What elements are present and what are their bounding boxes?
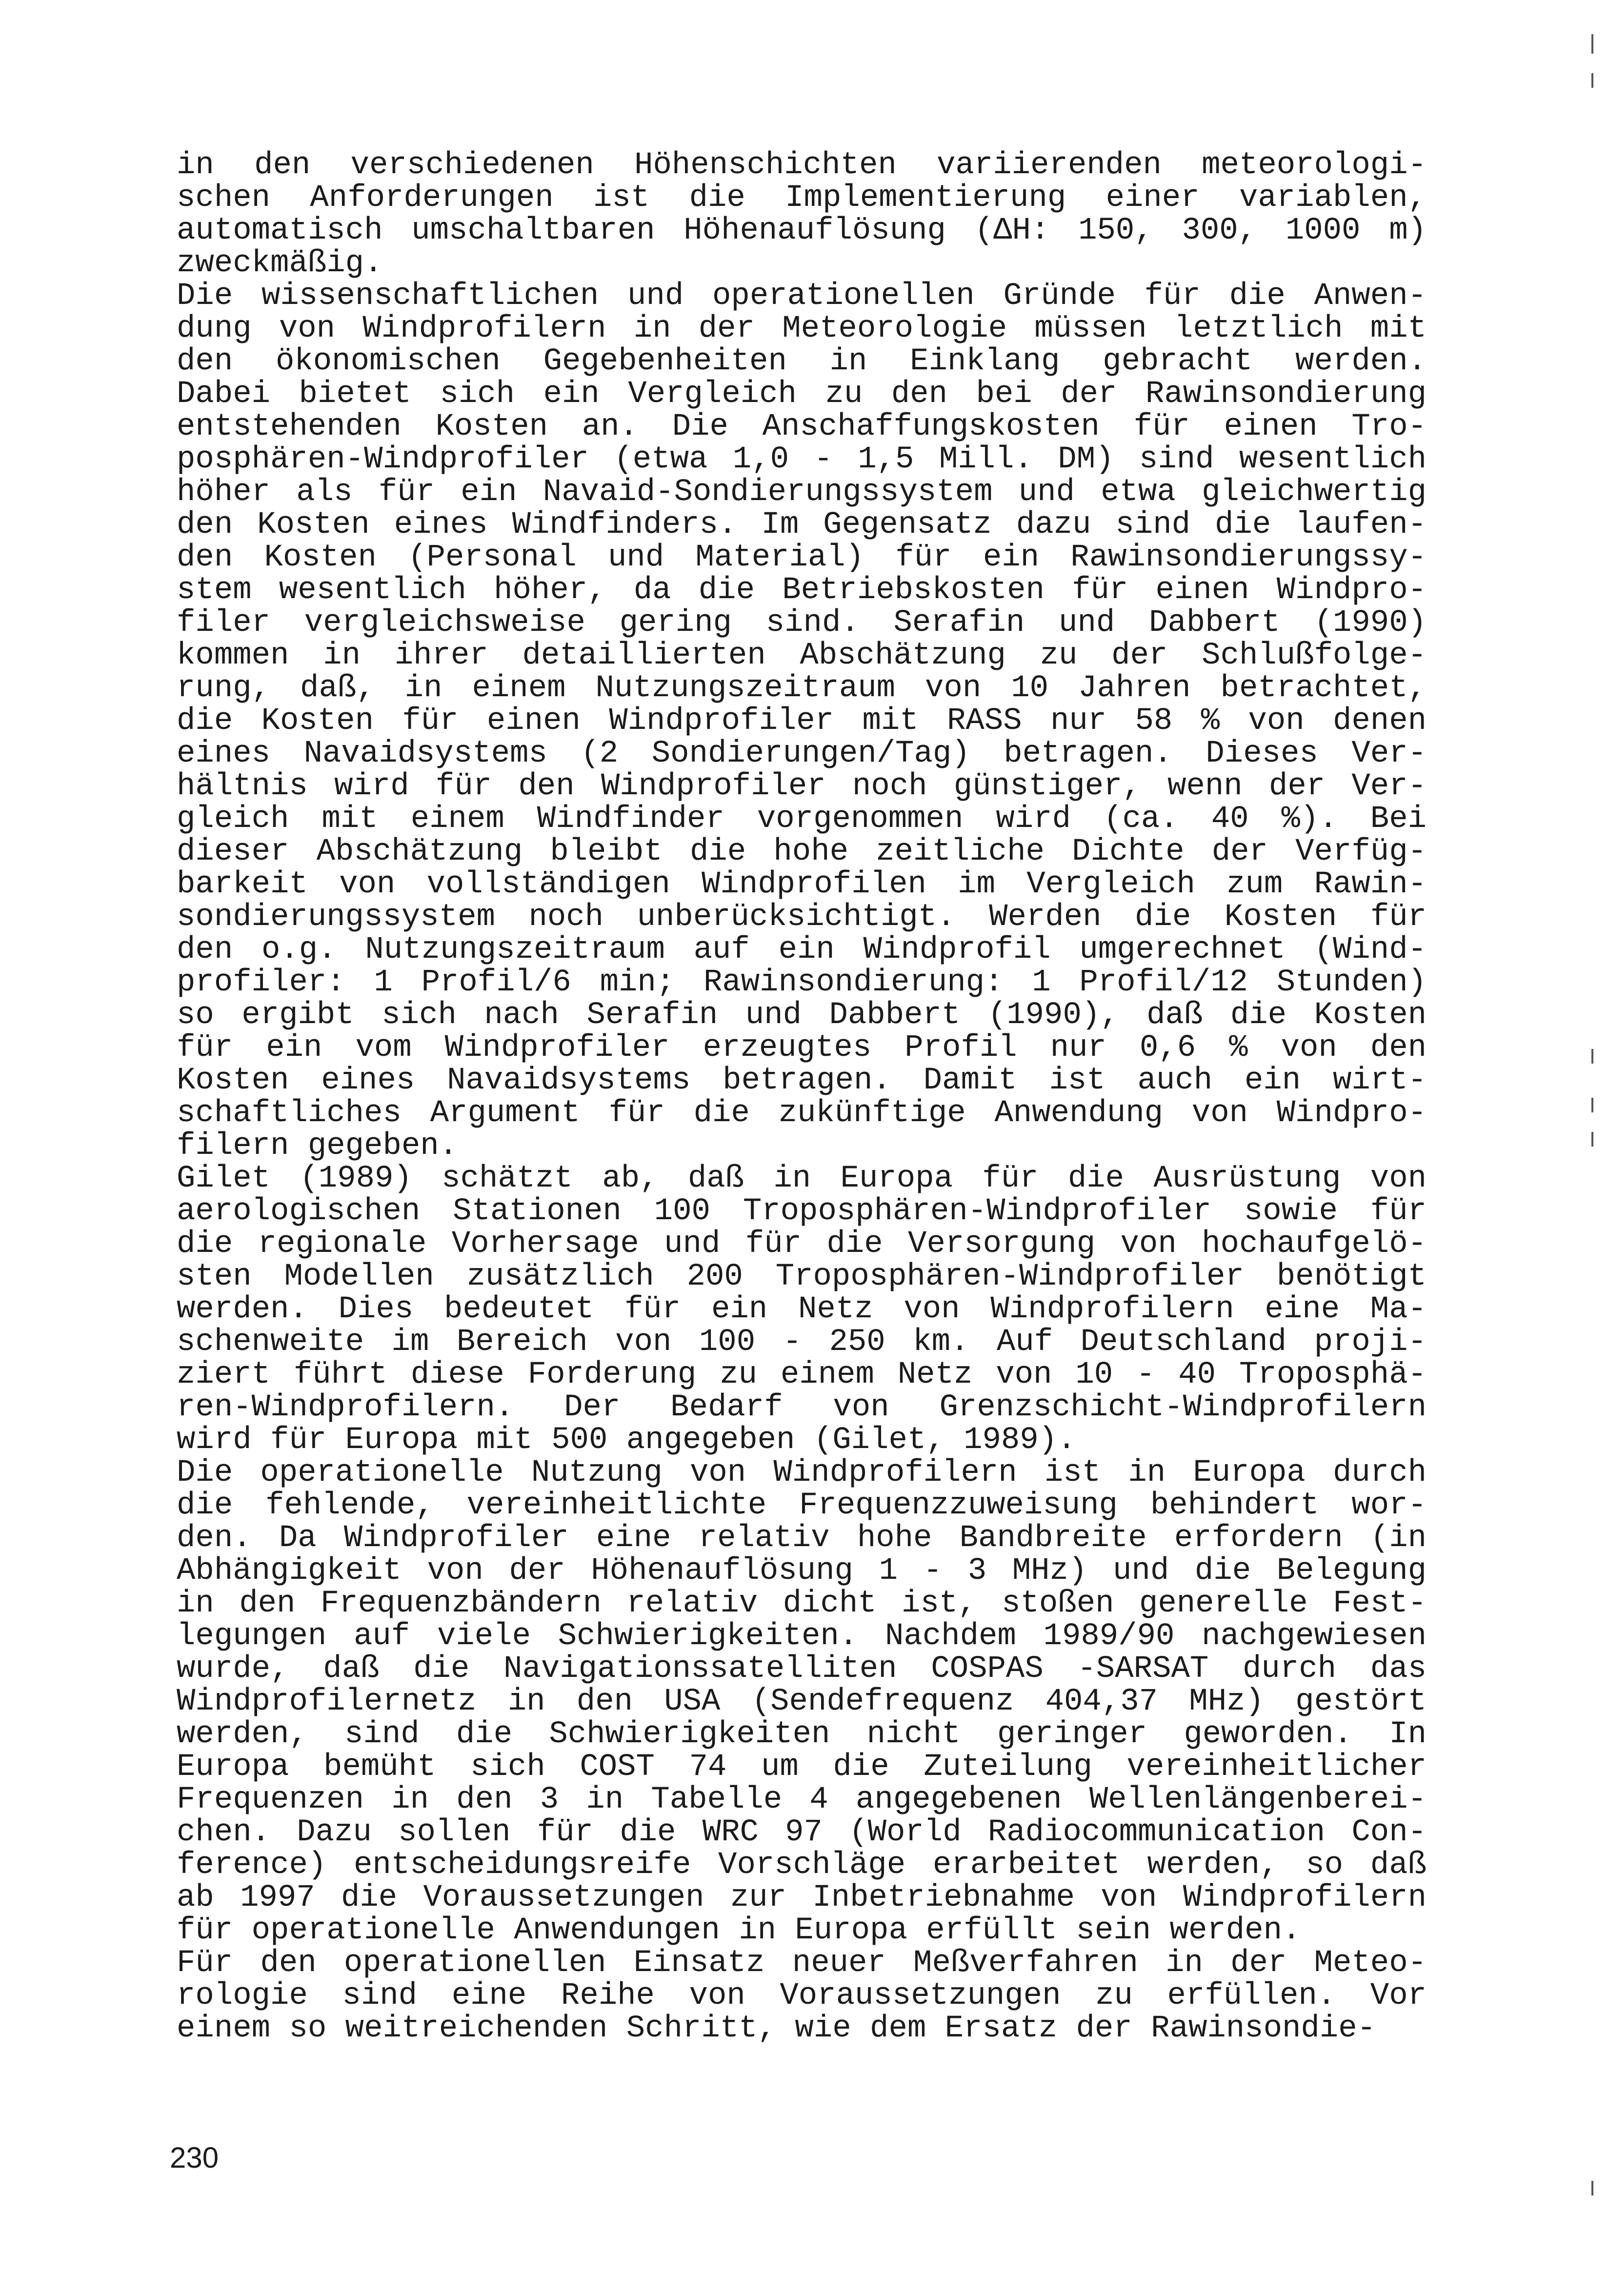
scan-edge-mark	[1591, 2181, 1593, 2195]
scan-edge-mark	[1591, 1098, 1593, 1112]
text-line: ab 1997 die Voraussetzungen zur Inbetriebnahme von Windprofilern	[177, 1880, 1427, 1915]
text-line: werden. Dies bedeutet für ein Netz von Windprofilern eine Ma-	[177, 1292, 1427, 1327]
text-line: sondierungssystem noch unberücksichtigt. Werden die Kosten für	[177, 900, 1427, 935]
scan-edge-mark	[1591, 1132, 1593, 1147]
text-line: Abhängigkeit von der Höhenauflösung 1 - 3 MHz) und die Belegung	[177, 1553, 1427, 1589]
text-line: eines Navaidsystems (2 Sondierungen/Tag) betragen. Dieses Ver-	[177, 736, 1427, 771]
text-line: für ein vom Windprofiler erzeugtes Profil nur 0,6 % von den	[177, 1030, 1427, 1066]
text-line: entstehenden Kosten an. Die Anschaffungskosten für einen Tro-	[177, 409, 1427, 444]
text-line: dieser Abschätzung bleibt die hohe zeitliche Dichte der Verfüg-	[177, 834, 1427, 869]
text-line: gleich mit einem Windfinder vorgenommen wird (ca. 40 %). Bei	[177, 802, 1427, 837]
scan-edge-mark	[1591, 34, 1593, 54]
text-line: wird für Europa mit 500 angegeben (Gilet, 1989).	[177, 1423, 1076, 1458]
text-line: filer vergleichsweise gering sind. Serafin und Dabbert (1990)	[177, 605, 1427, 641]
text-line: den o.g. Nutzungszeitraum auf ein Windprofil umgerechnet (Wind-	[177, 932, 1427, 967]
text-line: werden, sind die Schwierigkeiten nicht geringer geworden. In	[177, 1717, 1427, 1752]
text-line: chen. Dazu sollen für die WRC 97 (World Radiocommunication Con-	[177, 1815, 1427, 1850]
text-line: stem wesentlich höher, da die Betriebskosten für einen Windpro-	[177, 573, 1427, 608]
text-line: Für den operationellen Einsatz neuer Meßverfahren in der Meteo-	[177, 1946, 1427, 1981]
text-line: in den verschiedenen Höhenschichten variierenden meteorologi-	[177, 148, 1427, 183]
text-line: den ökonomischen Gegebenheiten in Einklang gebracht werden.	[177, 344, 1427, 379]
text-line: schenweite im Bereich von 100 - 250 km. Auf Deutschland proji-	[177, 1325, 1427, 1360]
text-line: Gilet (1989) schätzt ab, daß in Europa für die Ausrüstung von	[177, 1161, 1427, 1196]
text-line: ren-Windprofilern. Der Bedarf von Grenzschicht-Windprofilern	[177, 1390, 1427, 1425]
text-line: höher als für ein Navaid-Sondierungssystem und etwa gleichwertig	[177, 475, 1427, 510]
text-line: hältnis wird für den Windprofiler noch günstiger, wenn der Ver-	[177, 769, 1427, 804]
page-number: 230	[170, 2141, 219, 2174]
text-line: dung von Windprofilern in der Meteorologie müssen letztlich mit	[177, 311, 1427, 346]
text-line: schen Anforderungen ist die Implementierung einer variablen,	[177, 181, 1427, 216]
scan-edge-mark	[1591, 1049, 1593, 1064]
text-line: legungen auf viele Schwierigkeiten. Nachdem 1989/90 nachgewiesen	[177, 1619, 1427, 1654]
text-line: schaftliches Argument für die zukünftige Anwendung von Windpro-	[177, 1096, 1427, 1131]
text-line: filern gegeben.	[177, 1128, 458, 1164]
text-line: profiler: 1 Profil/6 min; Rawinsondierung: 1 Profil/12 Stunden)	[177, 965, 1427, 1000]
text-line: die Kosten für einen Windprofiler mit RASS nur 58 % von denen	[177, 704, 1427, 739]
text-line: automatisch umschaltbaren Höhenauflösung (ΔH: 150, 300, 1000 m)	[177, 213, 1427, 248]
text-line: sten Modellen zusätzlich 200 Troposphären-Windprofiler benötigt	[177, 1259, 1427, 1294]
text-line: den. Da Windprofiler eine relativ hohe Bandbreite erfordern (in	[177, 1521, 1427, 1556]
text-line: Kosten eines Navaidsystems betragen. Damit ist auch ein wirt-	[177, 1063, 1427, 1098]
text-line: rologie sind eine Reihe von Voraussetzungen zu erfüllen. Vor	[177, 1978, 1427, 2014]
text-line: so ergibt sich nach Serafin und Dabbert (1990), daß die Kosten	[177, 998, 1427, 1033]
text-line: ference) entscheidungsreife Vorschläge erarbeitet werden, so daß	[177, 1848, 1427, 1883]
text-line: Windprofilernetz in den USA (Sendefrequenz 404,37 MHz) gestört	[177, 1684, 1427, 1719]
text-line: Frequenzen in den 3 in Tabelle 4 angegebenen Wellenlängenberei-	[177, 1782, 1427, 1817]
body-text	[177, 149, 1427, 2045]
text-line: barkeit von vollständigen Windprofilen im Vergleich zum Rawin-	[177, 867, 1427, 902]
text-line: Die wissenschaftlichen und operationellen Gründe für die Anwen-	[177, 279, 1427, 314]
text-line: wurde, daß die Navigationssatelliten COSPAS -SARSAT durch das	[177, 1652, 1427, 1687]
scan-edge-mark	[1591, 73, 1593, 88]
text-line: kommen in ihrer detaillierten Abschätzung zu der Schlußfolge-	[177, 638, 1427, 673]
text-line: zweckmäßig.	[177, 246, 383, 281]
text-line: für operationelle Anwendungen in Europa erfüllt sein werden.	[177, 1913, 1301, 1948]
text-line: ziert führt diese Forderung zu einem Netz von 10 - 40 Troposphä-	[177, 1357, 1427, 1392]
text-line: einem so weitreichenden Schritt, wie dem Ersatz der Rawinsondie-	[177, 2011, 1376, 2046]
text-line: Europa bemüht sich COST 74 um die Zuteilung vereinheitlicher	[177, 1750, 1427, 1785]
text-line: aerologischen Stationen 100 Troposphären-Windprofiler sowie für	[177, 1194, 1427, 1229]
text-line: posphären-Windprofiler (etwa 1,0 - 1,5 Mill. DM) sind wesentlich	[177, 442, 1427, 477]
text-line: Die operationelle Nutzung von Windprofilern ist in Europa durch	[177, 1455, 1427, 1490]
text-line: in den Frequenzbändern relativ dicht ist, stoßen generelle Fest-	[177, 1586, 1427, 1621]
text-line: den Kosten eines Windfinders. Im Gegensatz dazu sind die laufen-	[177, 507, 1427, 543]
text-line: die regionale Vorhersage und für die Versorgung von hochaufgelö-	[177, 1227, 1427, 1262]
text-line: Dabei bietet sich ein Vergleich zu den bei der Rawinsondierung	[177, 377, 1427, 412]
text-line: den Kosten (Personal und Material) für ein Rawinsondierungssy-	[177, 540, 1427, 575]
text-line: die fehlende, vereinheitlichte Frequenzzuweisung behindert wor-	[177, 1488, 1427, 1523]
text-line: rung, daß, in einem Nutzungszeitraum von 10 Jahren betrachtet,	[177, 671, 1427, 706]
